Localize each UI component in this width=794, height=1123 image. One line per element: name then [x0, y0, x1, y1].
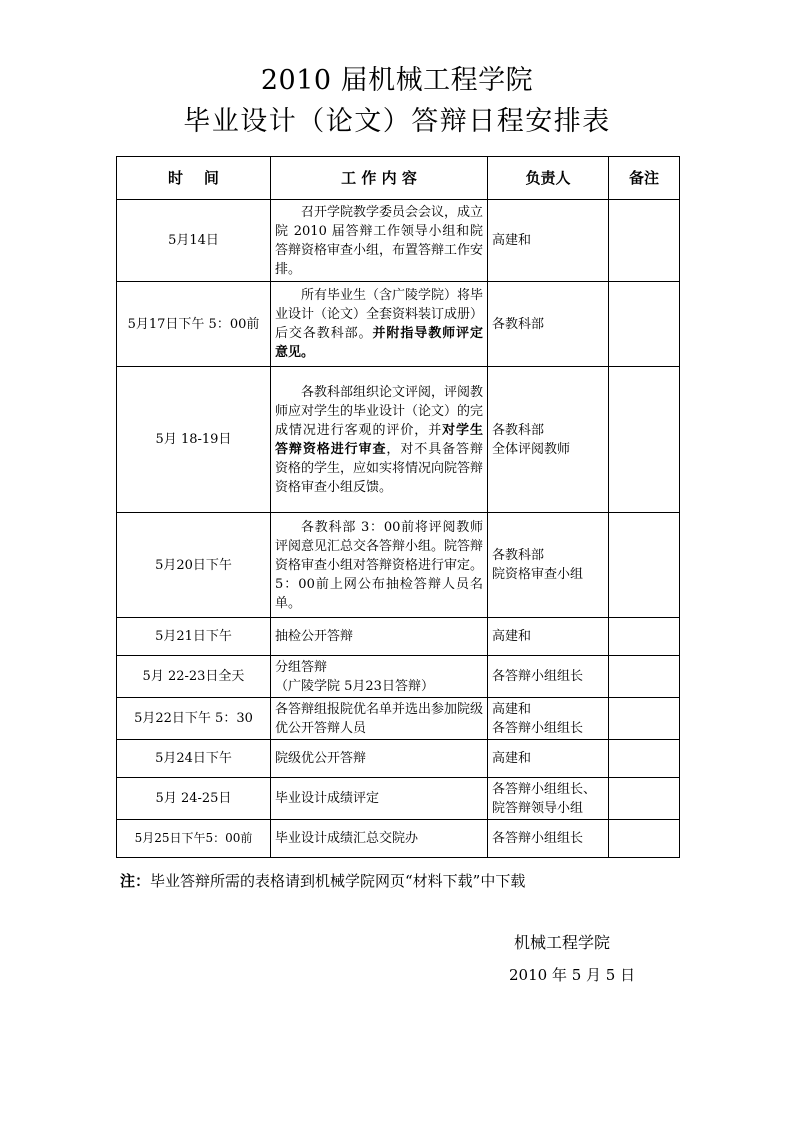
row-time: 5月 18-19日: [117, 367, 271, 513]
header-responsible: 负责人: [488, 157, 609, 200]
footnote-text: 毕业答辩所需的表格请到机械学院网页“材料下载”中下载: [150, 872, 526, 890]
row-work: 毕业设计成绩评定: [271, 778, 488, 820]
row-responsible: 各答辩小组组长: [488, 656, 609, 698]
header-remark: 备注: [609, 157, 680, 200]
schedule-table: [116, 156, 680, 858]
row-time: 5月22日下午 5：30: [117, 698, 271, 740]
row-remark: [609, 820, 680, 858]
footnote-label: 注：: [120, 872, 151, 890]
row-time: 5月 24-25日: [117, 778, 271, 820]
row-work-text: （广陵学院 5月23日答辩）: [275, 678, 434, 694]
table-header-row: [117, 157, 680, 200]
row-responsible: 高建和: [488, 740, 609, 778]
row-work-text-tail: ，对不具备答辩资格的学生，应如实将情况向院答辩资格审查小组反馈。: [275, 441, 484, 495]
document-title: 2010 届机械工程学院: [260, 65, 534, 96]
row-remark: [609, 656, 680, 698]
row-remark: [609, 618, 680, 656]
signature-date: 2010 年 5 月 5 日: [509, 966, 636, 984]
row-time: 5月25日下午5：00前: [117, 820, 271, 858]
table-row: [117, 778, 680, 820]
responsible-line: 各答辩小组组长、: [492, 781, 597, 797]
responsible-line: 各教科部: [492, 548, 545, 563]
responsible-line: 全体评阅教师: [492, 441, 571, 457]
row-remark: [609, 513, 680, 618]
header-work: 工 作 内 容: [271, 157, 488, 200]
row-remark: [609, 200, 680, 282]
footnote: [120, 871, 525, 891]
row-time: 5月20日下午: [117, 513, 271, 618]
responsible-line: 高建和: [492, 701, 532, 717]
responsible-line: 各答辩小组组长: [492, 720, 584, 736]
row-work: [271, 656, 488, 698]
responsible-line: 院答辩领导小组: [492, 800, 584, 816]
header-time: 时 间: [117, 157, 271, 200]
row-responsible: [488, 698, 609, 740]
row-work-emphasis: 对学生答辩资格进行审查: [275, 422, 483, 457]
row-time: 5月 22-23日全天: [117, 656, 271, 698]
row-work: 抽检公开答辩: [271, 618, 488, 656]
row-work: 各答辩组报院优名单并选出参加院级优公开答辩人员: [271, 698, 488, 740]
row-work: [271, 367, 488, 513]
row-responsible: 各答辩小组组长: [488, 820, 609, 858]
row-time: 5月14日: [117, 200, 271, 282]
row-work: 院级优公开答辩: [271, 740, 488, 778]
signature-org: 机械工程学院: [514, 933, 611, 952]
table-row: [117, 740, 680, 778]
row-remark: [609, 367, 680, 513]
row-responsible: [488, 367, 609, 513]
row-responsible: 高建和: [488, 200, 609, 282]
row-work-text: 所有毕业生（含广陵学院）将毕业设计（论文）全套资料装订成册）后交各教科部。: [275, 288, 484, 341]
row-responsible: 各教科部: [488, 282, 609, 367]
row-remark: [609, 698, 680, 740]
row-responsible: [488, 513, 609, 618]
row-work: 毕业设计成绩汇总交院办: [271, 820, 488, 858]
table-row: [117, 282, 680, 367]
table-row: [117, 618, 680, 656]
row-remark: [609, 282, 680, 367]
row-work-text: 各教科部组织论文评阅，评阅教师应对学生的毕业设计（论文）的完成情况进行客观的评价，并: [275, 384, 484, 438]
table-row: [117, 698, 680, 740]
table-row: [117, 367, 680, 513]
row-time: 5月17日下午 5：00前: [117, 282, 271, 367]
row-work: [271, 282, 488, 367]
row-time: 5月24日下午: [117, 740, 271, 778]
table-row: [117, 513, 680, 618]
row-work-emphasis: 并附指导教师评定意见。: [275, 326, 483, 360]
row-remark: [609, 740, 680, 778]
row-responsible: 高建和: [488, 618, 609, 656]
row-remark: [609, 778, 680, 820]
row-work-text: 召开学院教学委员会会议，成立院 2010 届答辩工作领导小组和院答辩资格审查小组，布置答辩工作安排。: [275, 204, 484, 277]
row-responsible: [488, 778, 609, 820]
responsible-line: 院资格审查小组: [492, 567, 584, 582]
document-subtitle: 毕业设计（论文）答辩日程安排表: [183, 106, 611, 137]
row-work: [271, 200, 488, 282]
row-time: 5月21日下午: [117, 618, 271, 656]
table-row: [117, 656, 680, 698]
table-row: [117, 820, 680, 858]
table-row: [117, 200, 680, 282]
responsible-line: 各教科部: [492, 422, 545, 438]
row-work-text: 分组答辩: [275, 659, 328, 675]
row-work-text: 各教科部 3：00前将评阅教师评阅意见汇总交各答辩小组。院答辩资格审查小组对答辩资格进行审定。5：00前上网公布抽检答辩人员名单。: [275, 519, 484, 611]
row-work: [271, 513, 488, 618]
